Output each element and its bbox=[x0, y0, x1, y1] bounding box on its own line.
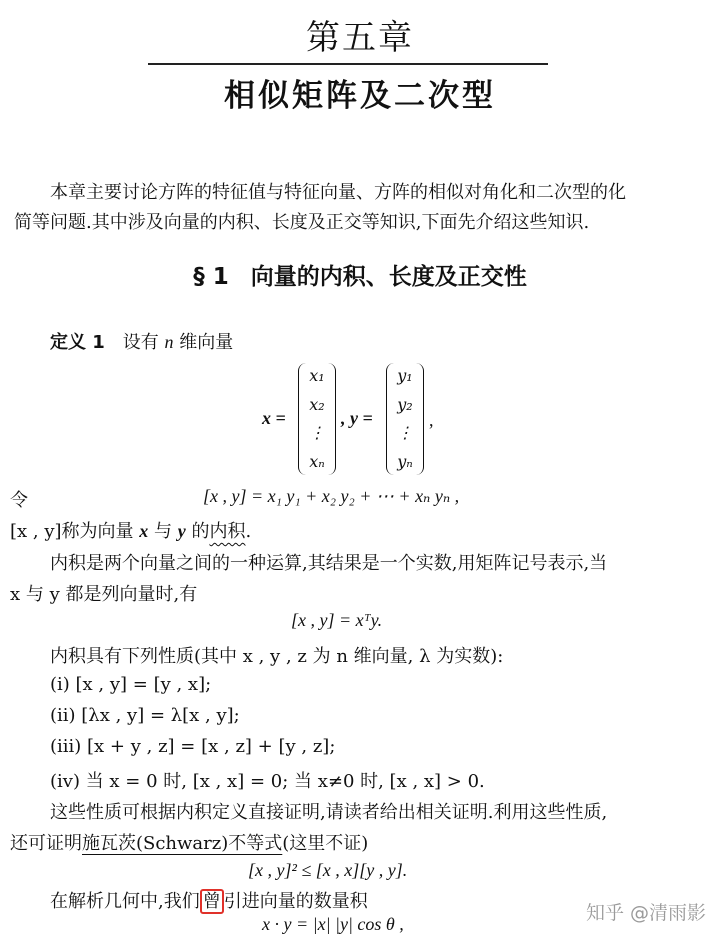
called-text-c: 的 bbox=[185, 521, 210, 542]
para3-line-1: 这些性质可根据内积定义直接证明,请读者给出相关证明.利用这些性质, bbox=[50, 802, 608, 823]
properties-intro: 内积具有下列性质(其中 x , y , z 为 n 维向量, λ 为实数): bbox=[50, 646, 504, 667]
intro-line-1: 本章主要讨论方阵的特征值与特征向量、方阵的相似对角化和二次型的化 bbox=[50, 182, 626, 203]
ling-label: 令 bbox=[10, 490, 28, 511]
called-text-b: 与 bbox=[148, 521, 178, 542]
definition-text-b: 维向量 bbox=[173, 332, 234, 353]
definition-n: n bbox=[164, 332, 174, 352]
para3-text-a: 还可证明 bbox=[10, 833, 82, 854]
vector-y-entry-3: ⋮ bbox=[397, 423, 413, 443]
inner-product-called bbox=[10, 517, 251, 543]
called-text-a: [x , y]称为向量 bbox=[10, 521, 140, 542]
called-x: x bbox=[139, 521, 149, 541]
inner-product-term: 内积 bbox=[209, 521, 246, 542]
vector-x-entry-3: ⋮ bbox=[309, 423, 325, 443]
vector-x-entry-1: x₁ bbox=[309, 366, 325, 385]
schwarz-inequality: [x , y]² ≤ [x , x][y , y]. bbox=[248, 860, 408, 880]
called-y: y bbox=[177, 521, 186, 541]
vector-y-entry-1: y₁ bbox=[397, 366, 413, 385]
chapter-heading: 第五章 bbox=[306, 18, 414, 58]
vector-x-entry-n: xₙ bbox=[309, 451, 325, 471]
para3-text-b: (这里不证) bbox=[282, 833, 369, 854]
property-2: (ii) [λx , y] = λ[x , y]; bbox=[50, 705, 240, 726]
chapter-title: 相似矩阵及二次型 bbox=[224, 78, 496, 114]
section-heading bbox=[0, 258, 720, 291]
heading-rule bbox=[148, 63, 548, 65]
vector-y bbox=[386, 363, 424, 475]
para4-text-b: 引进向量的数量积 bbox=[223, 891, 368, 912]
vector-y-entry-2: y₂ bbox=[397, 394, 413, 414]
definition-line bbox=[50, 328, 233, 354]
para3-line-2 bbox=[10, 829, 368, 855]
called-text-d: . bbox=[245, 521, 252, 542]
vector-x-label: x = bbox=[262, 408, 286, 428]
property-1: (i) [x , y] = [y , x]; bbox=[50, 674, 212, 695]
para2-line-1: 内积是两个向量之间的一种运算,其结果是一个实数,用矩阵记号表示,当 bbox=[50, 553, 608, 574]
para4-text-a: 在解析几何中,我们 bbox=[50, 891, 200, 912]
definition-label: 定义 1 bbox=[50, 332, 105, 353]
definition-text-a: 设有 bbox=[122, 332, 165, 353]
property-4: (iv) 当 x = 0 时, [x , x] = 0; 当 x≠0 时, [x , x] > 0. bbox=[50, 771, 485, 792]
para4-line bbox=[50, 887, 368, 913]
section-title: 向量的内积、长度及正交性 bbox=[250, 264, 527, 290]
watermark: 知乎 @清雨影 bbox=[585, 902, 706, 924]
property-3: (iii) [x + y , z] = [x , z] + [y , z]; bbox=[50, 736, 336, 757]
section-number: § 1 bbox=[193, 264, 229, 290]
formula-xty: [x , y] = xᵀy. bbox=[291, 610, 383, 630]
vector-y-label: , y = bbox=[341, 408, 373, 428]
highlighted-character: 曾 bbox=[200, 889, 224, 914]
intro-line-2: 简等问题.其中涉及向量的内积、长度及正交等知识,下面先介绍这些知识. bbox=[14, 212, 590, 233]
vector-x-entry-2: x₂ bbox=[309, 394, 325, 414]
dot-product-formula: x · y = |x| |y| cos θ , bbox=[262, 914, 404, 934]
schwarz-term: 施瓦茨(Schwarz)不等式 bbox=[82, 833, 283, 854]
vectors-comma: , bbox=[429, 410, 434, 430]
vector-y-entry-n: yₙ bbox=[397, 451, 413, 471]
vector-x bbox=[298, 363, 336, 475]
para2-line-2: x 与 y 都是列向量时,有 bbox=[10, 584, 198, 605]
inner-product-definition: [x , y] = x₁ y₁ + x₂ y₂ + ⋯ + xₙ yₙ , bbox=[203, 486, 460, 506]
